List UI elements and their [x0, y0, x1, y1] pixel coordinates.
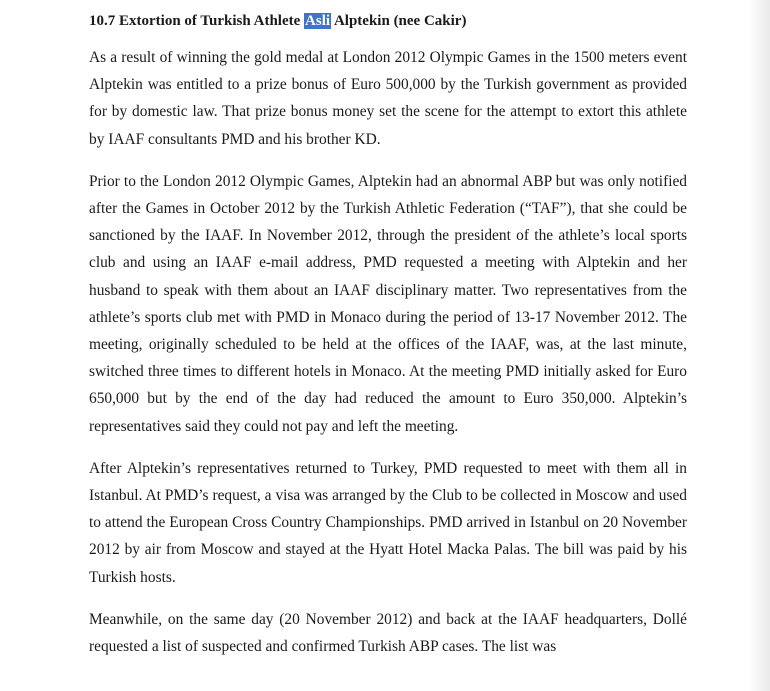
- paragraph-istanbul-visit: After Alptekin’s representatives returned to Turkey, PMD requested to meet with them all in Istanbul. At PMD’s request, a visa was arranged by the Club to be collected in Moscow and used to attend the European Cross Country Championships. PMD arrived in Istanbul on 20 November 2012 by air from Moscow and stayed at the Hyatt Hotel Macka Palas. The bill was paid by his Turkish hosts.: [89, 459, 687, 586]
- paragraph-iaaf-headquarters: Meanwhile, on the same day (20 November 2012) and back at the IAAF headquarters, Dollé requested a list of suspected and confirmed Turkish ABP cases. The list was: [89, 610, 687, 656]
- paragraph-prize-bonus: As a result of winning the gold medal at London 2012 Olympic Games in the 1500 meters event Alptekin was entitled to a prize bonus of Euro 500,000 by the Turkish government as provided for by domestic law. That prize bonus money set the scene for the attempt to extort this athlete by IAAF consultants PMD and his brother KD.: [89, 49, 687, 148]
- section-heading: [89, 8, 687, 34]
- heading-suffix: Alptekin (nee Cakir): [331, 13, 467, 29]
- document-body: [89, 8, 687, 675]
- heading-prefix: 10.7 Extortion of Turkish Athlete: [89, 13, 305, 29]
- paragraph-monaco-meeting: Prior to the London 2012 Olympic Games, Alptekin had an abnormal ABP but was only notified after the Games in October 2012 by the Turkish Athletic Federation (“TAF”), that she could be sanctioned by the IAAF. In November 2012, through the president of the athlete’s local sports club and using an IAAF e-mail address, PMD requested a meeting with Alptekin and her husband to speak with them about an IAAF disciplinary matter. Two representatives from the athlete’s sports club met with PMD in Monaco during the period of 13-17 November 2012. The meeting, originally scheduled to be held at the offices of the IAAF, was, at the last minute, switched three times to different hotels in Monaco. At the meeting PMD initially asked for Euro 650,000 but by the end of the day had reduced the amount to Euro 350,000. Alptekin’s representatives said they could not pay and left the meeting.: [89, 172, 687, 435]
- selected-text-highlight[interactable]: Asli: [305, 13, 331, 29]
